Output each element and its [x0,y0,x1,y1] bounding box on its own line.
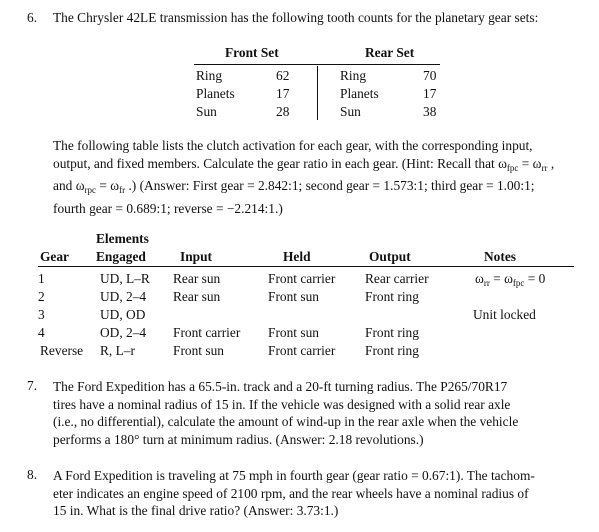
col-header-input: Input [180,249,213,264]
col-header-gear: Gear [40,249,69,264]
rear-set-value: 38 [423,104,437,119]
front-set-label: Sun [196,104,217,119]
front-set-label: Planets [196,86,235,101]
front-set-value: 17 [276,86,290,101]
clutch-table-rule [38,266,574,267]
cell-gear: 1 [38,271,45,286]
cell-engaged: R, L–r [100,343,135,358]
problem-8-line: eter indicates an engine speed of 2100 rpm, and the rear wheels have a nominal radius of [53,485,529,501]
gear-set-rule [194,64,440,65]
para-line-answer: and $\omega_{rpc} = \omega_{fr}$ .) (Answer: First gear = 2.842:1; second gear = 1.573:1; third gear = 1.00:1; [53,178,535,196]
rear-set-label: Planets [340,86,379,101]
cell-input: Rear sun [173,289,221,304]
cell-engaged: UD, 2–4 [100,289,147,304]
para-line: The following table lists the clutch activation for each gear, with the corresponding input, [53,138,533,153]
cell-held: Front carrier [268,271,336,286]
cell-input: Front sun [173,343,224,358]
cell-gear: 4 [38,325,45,340]
problem-7-number: 7. [27,378,38,393]
cell-engaged: OD, 2–4 [100,325,147,340]
rear-set-title: Rear Set [365,45,415,60]
cell-output: Front ring [365,289,419,304]
problem-6-intro: The Chrysler 42LE transmission has the following tooth counts for the planetary gear sets: [53,10,539,25]
cell-held: Front sun [268,289,319,304]
cell-held: Front carrier [268,343,336,358]
col-header-output: Output [369,249,411,264]
cell-engaged: UD, OD [100,307,146,322]
cell-output: Front ring [365,325,419,340]
problem-6-paragraph [53,137,575,217]
problem-6-number: 6. [27,10,38,25]
problem-7-line: (i.e., no differential), calculate the amount of wind-up in the rear axle when the vehicle [53,414,519,430]
cell-input: Front carrier [173,325,241,340]
cell-gear: 3 [38,307,45,322]
para-line-hint: output, and fixed members. Calculate the gear ratio in each gear. (Hint: Recall that $\omega_{fpc} = \omega_{rr}$ , [53,155,555,173]
problem-7-line: The Ford Expedition has a 65.5-in. track and a 20-ft turning radius. The P265/70R17 [53,379,508,394]
problem-8-number: 8. [27,467,38,482]
cell-output: Rear carrier [365,271,429,286]
front-set-label: Ring [196,68,223,83]
gear-set-divider [317,66,318,120]
cell-held: Front sun [268,325,319,340]
problem-7-line: tires have a nominal radius of 15 in. If the vehicle was designed with a solid rear axle [53,396,511,412]
cell-engaged: UD, L–R [100,271,150,286]
problem-7-text [53,378,575,448]
para-line: fourth gear = 0.689:1; reverse = −2.214:1.) [53,200,283,216]
rear-set-label: Ring [340,68,367,83]
cell-notes: $\omega_{rr} = \omega_{fpc} = 0$ [475,271,546,288]
cell-gear: Reverse [40,343,84,358]
problem-8-line: A Ford Expedition is traveling at 75 mph in fourth gear (gear ratio = 0.67:1). The tachom- [53,468,535,483]
col-header-engaged: Engaged [96,249,146,264]
cell-input: Rear sun [173,271,221,286]
rear-set-value: 17 [423,86,437,101]
front-set-title: Front Set [225,45,279,60]
rear-set-label: Sun [340,104,361,119]
problem-8-line: 15 in. What is the final drive ratio? (Answer: 3.73:1.) [53,503,339,519]
rear-set-value: 70 [423,68,437,83]
col-header-held: Held [283,249,311,264]
col-header-elements: Elements [96,231,149,246]
problem-7-line: performs a 180° turn at minimum radius. (Answer: 2.18 revolutions.) [53,431,424,447]
cell-output: Front ring [365,343,419,358]
front-set-value: 62 [276,68,290,83]
problem-8-text [53,467,575,520]
col-header-notes: Notes [484,249,516,264]
cell-gear: 2 [38,289,45,304]
cell-notes: Unit locked [473,307,536,322]
front-set-value: 28 [276,104,290,119]
